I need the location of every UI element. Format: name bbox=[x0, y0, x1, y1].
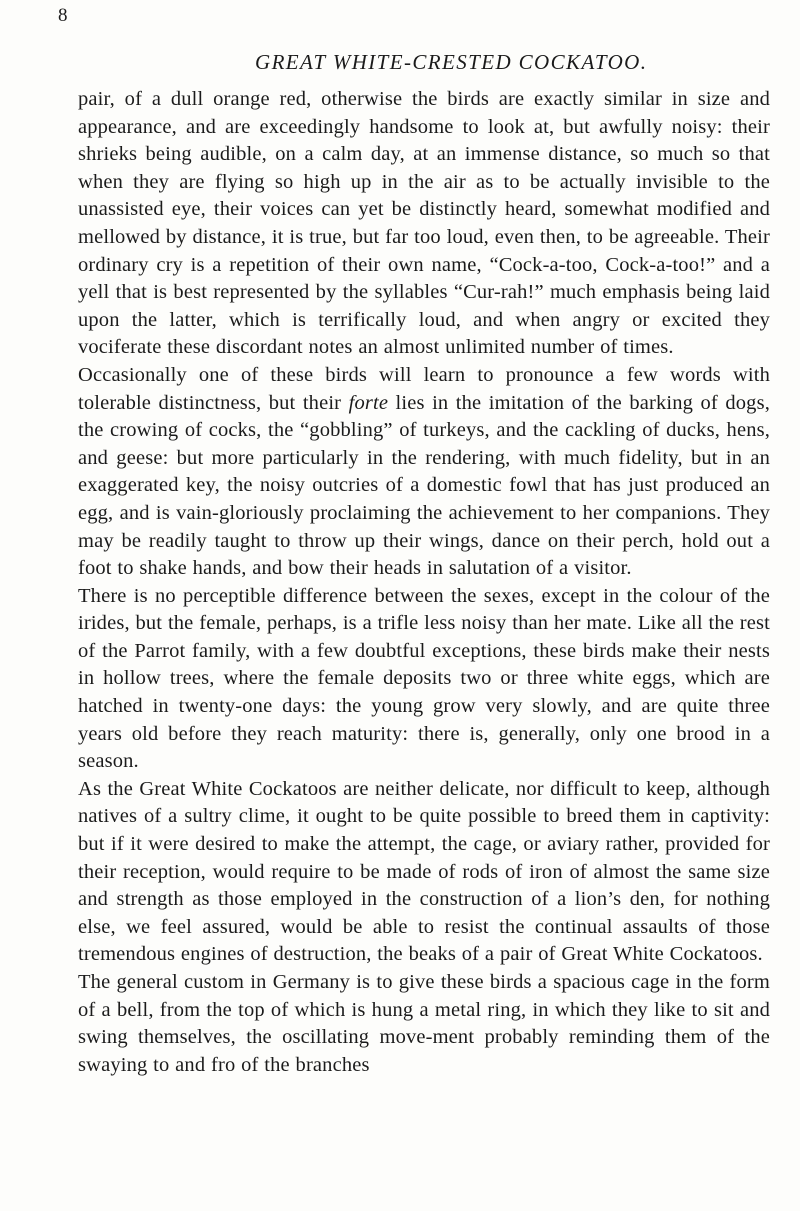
text-run: pair, of a dull orange red, otherwise the birds are exactly similar in size and appearance, and are exceedingly handsome to look at, but awfully noisy: their shrieks being audible, on a calm day, at an immense distance, so much so that when they are flying so high up in the air as to be actually invisible to the unassisted eye, their voices can yet be distinctly heard, somewhat modified and mellowed by distance, it is true, but far too loud, even then, to be agreeable. Their ordinary cry is a repetition of their own name, “Cock-a-too, Cock-a-too!” and a yell that is best represented by the syllables “Cur-rah!” much emphasis being laid upon the latter, which is terrifically loud, and when angry or excited they vociferate these discordant notes an almost unlimited number of times. bbox=[78, 88, 770, 359]
text-run: The general custom in Germany is to give these birds a spacious cage in the form of a bell, from the top of which is hung a metal ring, in which they like to sit and swing themselves, the oscillating move-ment probably reminding them of the swaying to and fro of the branches bbox=[78, 971, 770, 1076]
paragraph bbox=[78, 86, 770, 362]
paragraph bbox=[78, 969, 770, 1079]
paragraph bbox=[78, 362, 770, 583]
page-number: 8 bbox=[58, 5, 68, 26]
text-run: There is no perceptible difference between the sexes, except in the colour of the irides, but the female, perhaps, is a trifle less noisy than her mate. Like all the rest of the Parrot family, with a few doubtful exceptions, these birds make their nests in hollow trees, where the female deposits two or three white eggs, which are hatched in twenty-one days: the young grow very slowly, and are quite three years old before they reach maturity: there is, generally, only one brood in a season. bbox=[78, 584, 770, 773]
running-head: GREAT WHITE-CRESTED COCKATOO. bbox=[255, 50, 648, 74]
body-text bbox=[78, 86, 770, 1079]
paragraph bbox=[78, 583, 770, 776]
italic-text-run: forte bbox=[348, 391, 389, 414]
paragraph bbox=[78, 776, 770, 969]
text-run: Occasionally one of these birds will learn to pronounce a few words with tolerable distinctness, but their bbox=[78, 363, 770, 414]
text-run: lies in the imitation of the barking of dogs, the crowing of cocks, the “gobbling” of turkeys, and the cackling of ducks, hens, and geese: but more particularly in the rendering, with much fidelity, but in an exaggerated key, the noisy outcries of a domestic fowl that has just produced an egg, and is vain-gloriously proclaiming the achievement to her companions. They may be readily taught to throw up their wings, dance on their perch, hold out a foot to shake hands, and bow their heads in salutation of a visitor. bbox=[78, 391, 770, 580]
text-run: As the Great White Cockatoos are neither delicate, nor difficult to keep, although natives of a sultry clime, it ought to be quite possible to breed them in captivity: but if it were desired to make the attempt, the cage, or aviary rather, provided for their reception, would require to be made of rods of iron of almost the same size and strength as those employed in the construction of a lion’s den, for nothing else, we feel assured, would be able to resist the continual assaults of those tremendous engines of destruction, the beaks of a pair of Great White Cockatoos. bbox=[78, 777, 770, 966]
